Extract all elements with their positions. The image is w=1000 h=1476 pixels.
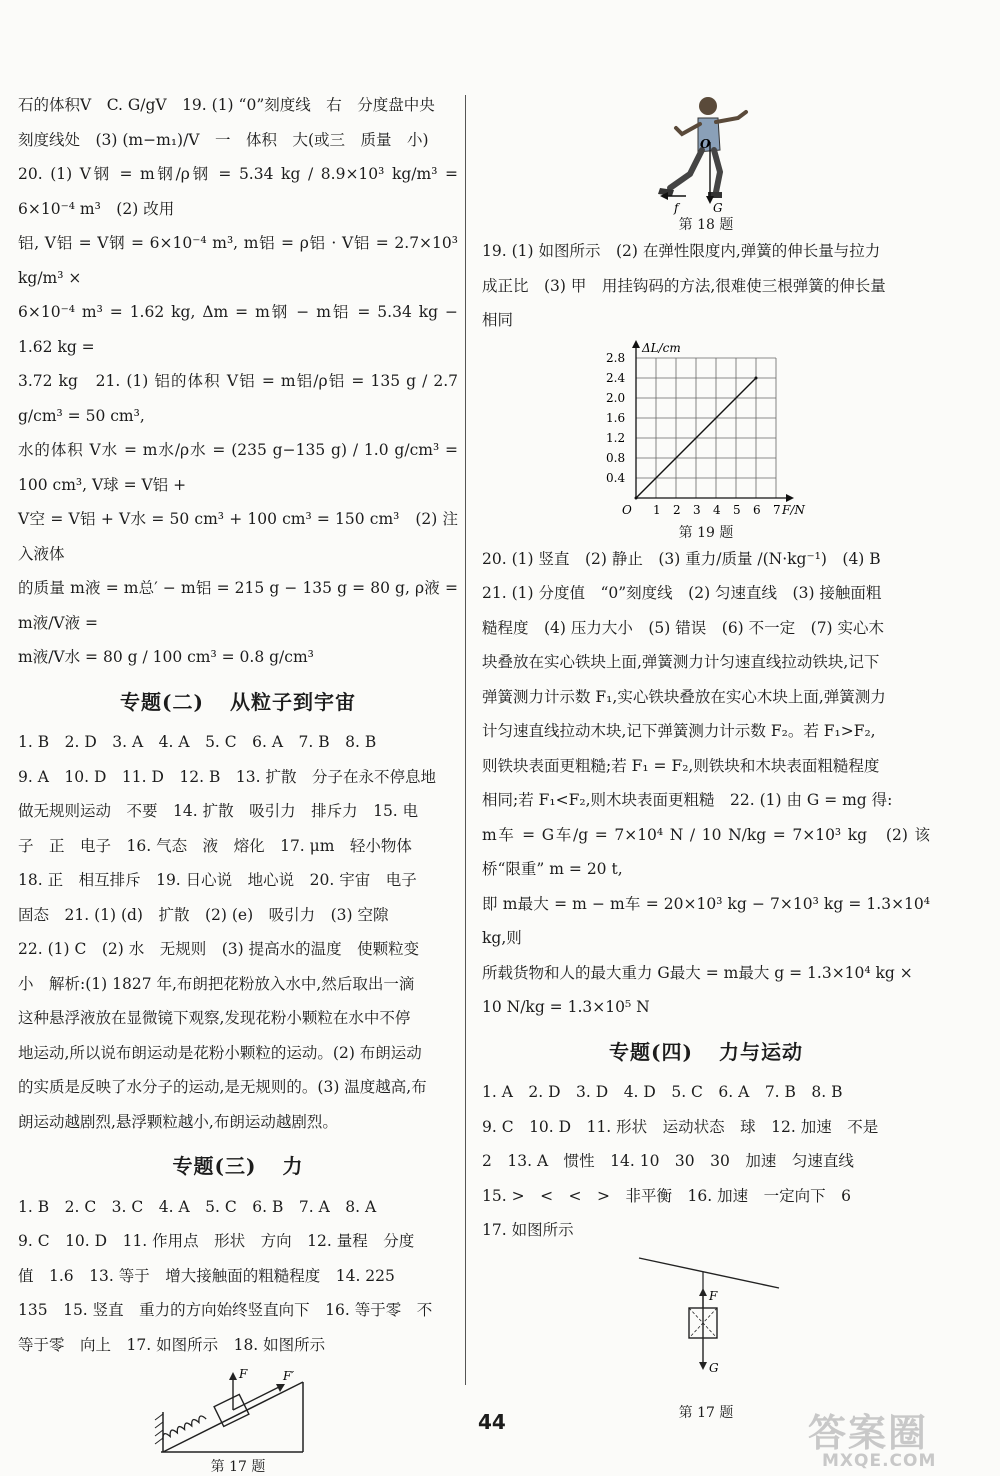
page-number: 44 xyxy=(478,1410,506,1434)
text-line: 20. (1) V钢 = m钢/ρ钢 = 5.34 kg / 8.9×10³ kg/m³ = 6×10⁻⁴ m³ (2) 改用 xyxy=(18,165,458,218)
force-label-F-prime: F′ xyxy=(283,1369,295,1383)
x-tick-label: 6 xyxy=(753,502,761,517)
force-label-G: G xyxy=(713,201,723,215)
text-line: 的实质是反映了水分子的运动,是无规则的。(3) 温度越高,布 xyxy=(18,1078,427,1096)
section-label: 专题(二) xyxy=(120,689,204,714)
spring-extension-chart xyxy=(596,338,816,528)
section-heading-4 xyxy=(482,1035,930,1070)
x-axis-label: F/N xyxy=(782,502,805,517)
text-line: 6×10⁻⁴ m³ = 1.62 kg, Δm = m钢 − m铝 = 5.34 kg − 1.62 kg = xyxy=(18,303,458,356)
text-line: 计匀速直线拉动木块,记下弹簧测力计示数 F₂。若 F₁>F₂, xyxy=(482,722,876,740)
y-tick-label: 2.8 xyxy=(606,350,626,365)
y-tick-label: 0.4 xyxy=(606,470,626,485)
text-line: 1. B 2. C 3. C 4. A 5. C 6. B 7. A 8. A xyxy=(18,1197,377,1216)
x-tick-label: 2 xyxy=(673,502,681,517)
text-line: V空 = V铝 + V水 = 50 cm³ + 100 cm³ = 150 cm³ (2) 注入液体 xyxy=(18,510,458,563)
data-point xyxy=(755,376,758,379)
left-column xyxy=(18,88,458,1476)
force-label-F: F xyxy=(709,1288,718,1303)
section-2-answers xyxy=(18,725,458,1139)
section-title: 力 xyxy=(282,1154,304,1178)
x-tick-label: 4 xyxy=(713,502,721,517)
x-tick-label: 7 xyxy=(773,502,781,517)
watermark-main: 答案圈 xyxy=(808,1411,929,1455)
y-tick-label: 1.6 xyxy=(606,410,626,425)
text-line: 19. (1) 如图所示 (2) 在弹性限度内,弹簧的伸长量与拉力 xyxy=(482,242,881,260)
text-line: 3.72 kg 21. (1) 铝的体积 V铝 = m铝/ρ铝 = 135 g / 2.7 g/cm³ = 50 cm³, xyxy=(18,372,458,425)
column-divider xyxy=(465,95,466,1385)
text-line: 成正比 (3) 甲 用挂钩码的方法,很难使三根弹簧的伸长量 xyxy=(482,276,886,295)
answer-block-19 xyxy=(482,234,930,338)
text-line: 相同;若 F₁<F₂,则木块表面更粗糙 22. (1) 由 G = mg 得: xyxy=(482,791,893,809)
x-tick-label: 5 xyxy=(733,502,741,517)
force-label-G: G xyxy=(709,1360,719,1375)
figure-caption: 第 18 题 xyxy=(678,217,734,233)
figure-caption: 第 17 题 xyxy=(678,1404,734,1421)
section-label: 专题(三) xyxy=(172,1154,257,1178)
x-tick-label: 3 xyxy=(693,502,701,517)
text-line: 地运动,所以说布朗运动是花粉小颗粒的运动。(2) 布朗运动 xyxy=(18,1043,422,1062)
text-line: 9. A 10. D 11. D 12. B 13. 扩散 分子在永不停息地 xyxy=(18,767,436,786)
section-label: 专题(四) xyxy=(609,1039,693,1064)
text-line: 糙程度 (4) 压力大小 (5) 错误 (6) 不一定 (7) 实心木 xyxy=(482,618,885,637)
incline-spring-figure xyxy=(153,1362,323,1462)
text-line: m液/V水 = 80 g / 100 cm³ = 0.8 g/cm³ xyxy=(18,648,314,666)
y-tick-label: 2.4 xyxy=(606,370,626,385)
text-line: 石的体积V C. G/gV 19. (1) “0”刻度线 右 分度盘中央 xyxy=(18,96,435,114)
section-4-answers xyxy=(482,1075,930,1248)
text-line: 22. (1) C (2) 水 无规则 (3) 提高水的温度 使颗粒变 xyxy=(18,940,420,958)
text-line: 弹簧测力计示数 F₁,实心铁块叠放在实心木块上面,弹簧测力 xyxy=(482,687,886,706)
text-line: 9. C 10. D 11. 作用点 形状 方向 12. 量程 分度 xyxy=(18,1232,415,1250)
text-line: 等于零 向上 17. 如图所示 18. 如图所示 xyxy=(18,1335,326,1354)
section-title: 力与运动 xyxy=(718,1039,803,1064)
y-tick-label: 2.0 xyxy=(606,390,626,405)
point-label-O: O xyxy=(700,137,711,151)
text-line: 9. C 10. D 11. 形状 运动状态 球 12. 加速 不是 xyxy=(482,1117,879,1136)
section-3-answers xyxy=(18,1190,458,1363)
text-line: 1. B 2. D 3. A 4. A 5. C 6. A 7. B 8. B xyxy=(18,733,377,751)
y-axis-label: ΔL/cm xyxy=(642,340,681,355)
data-point xyxy=(635,496,638,499)
watermark-logo xyxy=(808,1402,936,1471)
text-line: 1. A 2. D 3. D 4. D 5. C 6. A 7. B 8. B xyxy=(482,1083,843,1101)
y-tick-label: 0.8 xyxy=(606,450,626,465)
text-line: 值 1.6 13. 等于 增大接触面的粗糙程度 14. 225 xyxy=(18,1266,395,1285)
text-line: m车 = G车/g = 7×10⁴ N / 10 N/kg = 7×10³ kg (2) 该桥“限重” m = 20 t, xyxy=(482,825,930,878)
text-line: 的质量 m液 = m总′ − m铝 = 215 g − 135 g = 80 g, ρ液 = m液/V液 = xyxy=(18,579,458,632)
text-line: 朗运动越剧烈,悬浮颗粒越小,布朗运动越剧烈。 xyxy=(18,1112,338,1131)
text-line: 相同 xyxy=(482,311,514,329)
text-line: 块叠放在实心铁块上面,弹簧测力计匀速直线拉动铁块,记下 xyxy=(482,653,880,671)
text-line: 17. 如图所示 xyxy=(482,1221,574,1239)
text-line: 小 解析:(1) 1827 年,布朗把花粉放入水中,然后取出一滴 xyxy=(18,974,415,993)
text-line: 固态 21. (1) (d) 扩散 (2) (e) 吸引力 (3) 空隙 xyxy=(18,905,389,924)
watermark-sub: MXQE.COM xyxy=(822,1451,937,1471)
y-tick-label: 1.2 xyxy=(606,430,626,445)
text-line: 10 N/kg = 1.3×10⁵ N xyxy=(482,998,650,1016)
right-column xyxy=(482,88,930,1422)
text-line: 15. > < < > 非平衡 16. 加速 一定向下 6 xyxy=(482,1186,851,1205)
text-line: 2 13. A 惯性 14. 10 30 30 加速 匀速直线 xyxy=(482,1152,854,1170)
text-line: 135 15. 竖直 重力的方向始终竖直向下 16. 等于零 不 xyxy=(18,1301,433,1319)
answer-block-20-22 xyxy=(482,542,930,1025)
text-line: 子 正 电子 16. 气态 液 熔化 17. μm 轻小物体 xyxy=(18,836,412,855)
x-tick-label: O xyxy=(622,502,632,517)
text-line: 这种悬浮液放在显微镜下观察,发现花粉小颗粒在水中不停 xyxy=(18,1009,411,1027)
text-line: 即 m最大 = m − m车 = 20×10³ kg − 7×10³ kg = 1.3×10⁴ kg,则 xyxy=(482,894,930,947)
text-line: 铝, V铝 = V钢 = 6×10⁻⁴ m³, m铝 = ρ铝 · V铝 = 2.7×10³ kg/m³ × xyxy=(18,234,458,287)
answer-block-18-21 xyxy=(18,88,458,675)
text-line: 所载货物和人的最大重力 G最大 = m最大 g = 1.3×10⁴ kg × xyxy=(482,963,913,982)
text-line: 则铁块表面更粗糙;若 F₁ = F₂,则铁块和木块表面粗糙程度 xyxy=(482,756,880,775)
text-line: 水的体积 V水 = m水/ρ水 = (235 g−135 g) / 1.0 g/cm³ = 100 cm³, V球 = V铝 + xyxy=(18,441,458,494)
section-title: 从粒子到宇宙 xyxy=(229,689,356,714)
force-label-F: F xyxy=(239,1367,248,1381)
x-tick-label: 1 xyxy=(653,502,661,517)
section-heading-2 xyxy=(18,685,458,720)
section-heading-3 xyxy=(18,1149,458,1184)
figure-caption: 第 17 题 xyxy=(210,1459,266,1475)
text-line: 做无规则运动 不要 14. 扩散 吸引力 排斥力 15. 电 xyxy=(18,802,419,820)
text-line: 21. (1) 分度值 “0”刻度线 (2) 匀速直线 (3) 接触面粗 xyxy=(482,584,882,602)
running-boy-figure xyxy=(646,88,766,220)
y-axis-arrow xyxy=(632,340,640,348)
text-line: 18. 正 相互排斥 19. 日心说 地心说 20. 宇宙 电子 xyxy=(18,871,417,889)
chart-caption: 第 19 题 xyxy=(678,524,734,541)
x-axis-arrow xyxy=(786,494,794,502)
hanging-box-figure xyxy=(631,1248,781,1408)
text-line: 20. (1) 竖直 (2) 静止 (3) 重力/质量 /(N·kg⁻¹) (4) B xyxy=(482,549,881,568)
text-line: 刻度线处 (3) (m−m₁)/V 一 体积 大(或三 质量 小) xyxy=(18,130,429,149)
force-label-f: f xyxy=(674,201,679,215)
